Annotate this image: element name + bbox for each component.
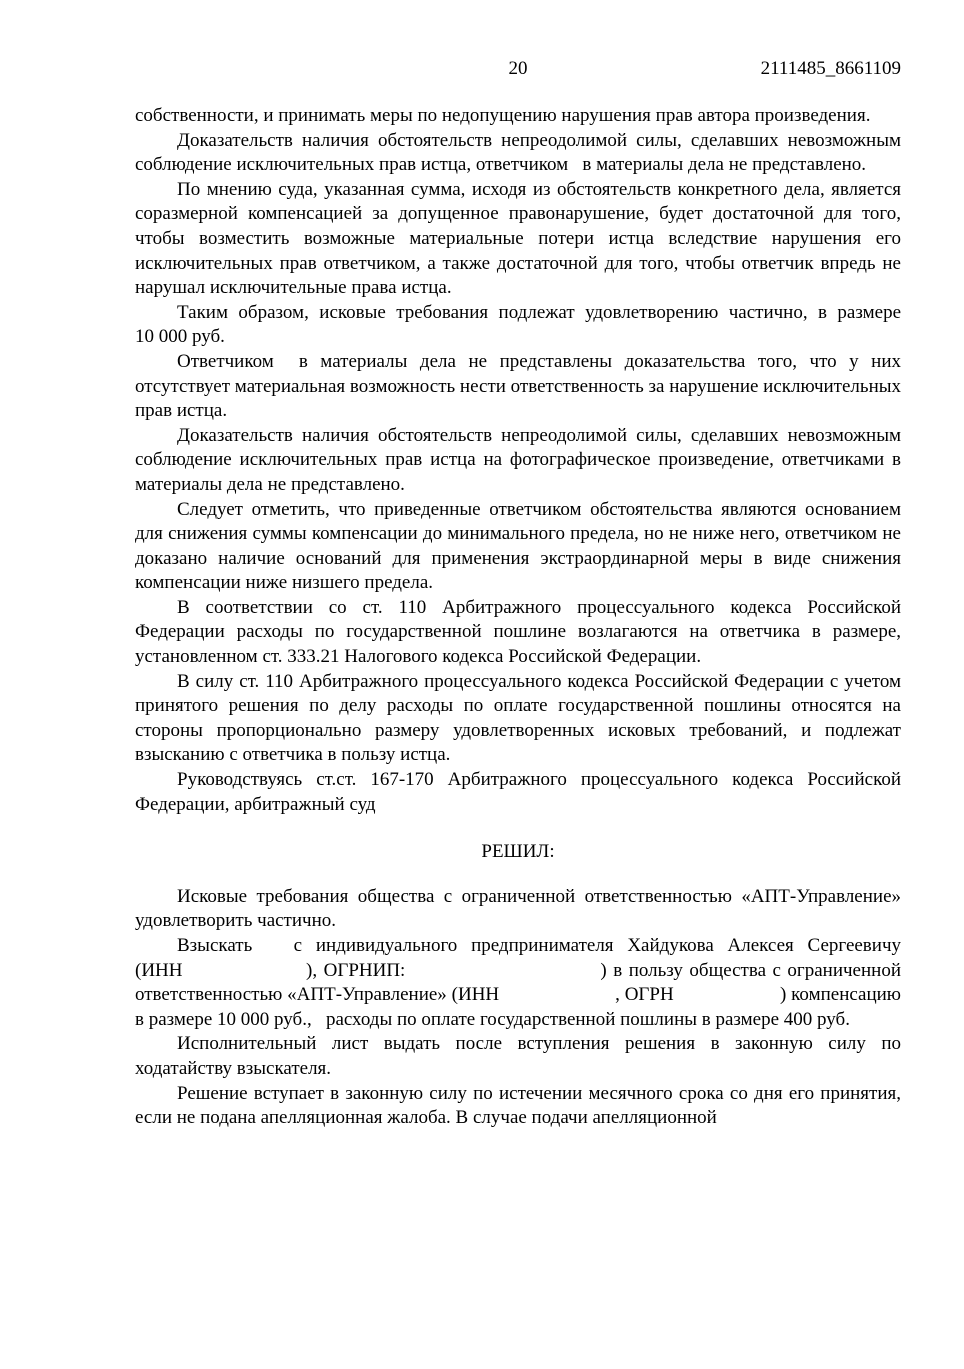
decision-heading: РЕШИЛ: — [481, 841, 555, 863]
paragraph: Исковые требования общества с ограниченной ответственностью «АПТ-Управление» удовлетворить частично. — [135, 885, 901, 932]
paragraph: В соответствии со ст. 110 Арбитражного процессуального кодекса Российской Федерации расходы по государственной пошлине возлагаются на ответчика в размере, установленном ст. 333.21 Налогового кодекса Российской Федерации. — [135, 596, 901, 668]
paragraph: В силу ст. 110 Арбитражного процессуального кодекса Российской Федерации с учетом принятого решения по делу расходы по оплате государственной пошлины относятся на стороны пропорционально размеру удовлетворенных исковых требований, и подлежат взысканию с ответчика в пользу истца. — [135, 670, 901, 766]
document-body — [135, 104, 901, 1131]
paragraph: Следует отметить, что приведенные ответчиком обстоятельства являются основанием для снижения суммы компенсации до минимального предела, но не ниже него, ответчиком не доказано наличие оснований для применения экстраординарной меры в виде снижения компенсации ниже низшего предела. — [135, 498, 901, 594]
paragraph: Решение вступает в законную силу по истечении месячного срока со дня его принятия, если не подана апелляционная жалоба. В случае подачи апелляционной — [135, 1082, 901, 1129]
paragraph: Руководствуясь ст.ст. 167-170 Арбитражного процессуального кодекса Российской Федерации, арбитражный суд — [135, 769, 901, 815]
paragraph: Исполнительный лист выдать после вступления решения в законную силу по ходатайству взыскателя. — [135, 1033, 901, 1079]
page-header — [135, 57, 901, 82]
paragraph: Взыскать с индивидуального предпринимателя Хайдукова Алексея Сергеевичу (ИНН ), ОГРНИП: ) в пользу общества с ограниченной ответственностью «АПТ-Управление» (ИНН , ОГРН ) компенсацию в размере 10 000 руб., расходы по оплате государственной пошлины в размере 400 руб. — [135, 935, 901, 1030]
document-id: 2111485_8661109 — [760, 58, 901, 79]
paragraph: Ответчиком в материалы дела не представлены доказательства того, что у них отсутствует материальная возможность нести ответственность за нарушение исключительных прав истца. — [135, 350, 901, 422]
paragraph: Таким образом, исковые требования подлежат удовлетворению частично, в размере 10 000 руб. — [135, 301, 901, 348]
paragraph: Доказательств наличия обстоятельств непреодолимой силы, сделавших невозможным соблюдение исключительных прав истца, ответчиком в материалы дела не представлено. — [135, 129, 901, 176]
page-number: 20 — [508, 58, 528, 79]
paragraph: По мнению суда, указанная сумма, исходя из обстоятельств конкретного дела, является соразмерной компенсацией за допущенное правонарушение, будет достаточной для того, чтобы возместить возможные материальные потери истца вследствие нарушения его исключительных прав ответчиком, а также достаточной для того, чтобы ответчик впредь не нарушал исключительные права истца. — [135, 178, 901, 299]
paragraph-continuation: собственности, и принимать меры по недопущению нарушения прав автора произведения. — [135, 105, 871, 126]
paragraph: Доказательств наличия обстоятельств непреодолимой силы, сделавших невозможным соблюдение исключительных прав истца на фотографическое произведение, ответчиками в материалы дела не представлено. — [135, 424, 901, 495]
